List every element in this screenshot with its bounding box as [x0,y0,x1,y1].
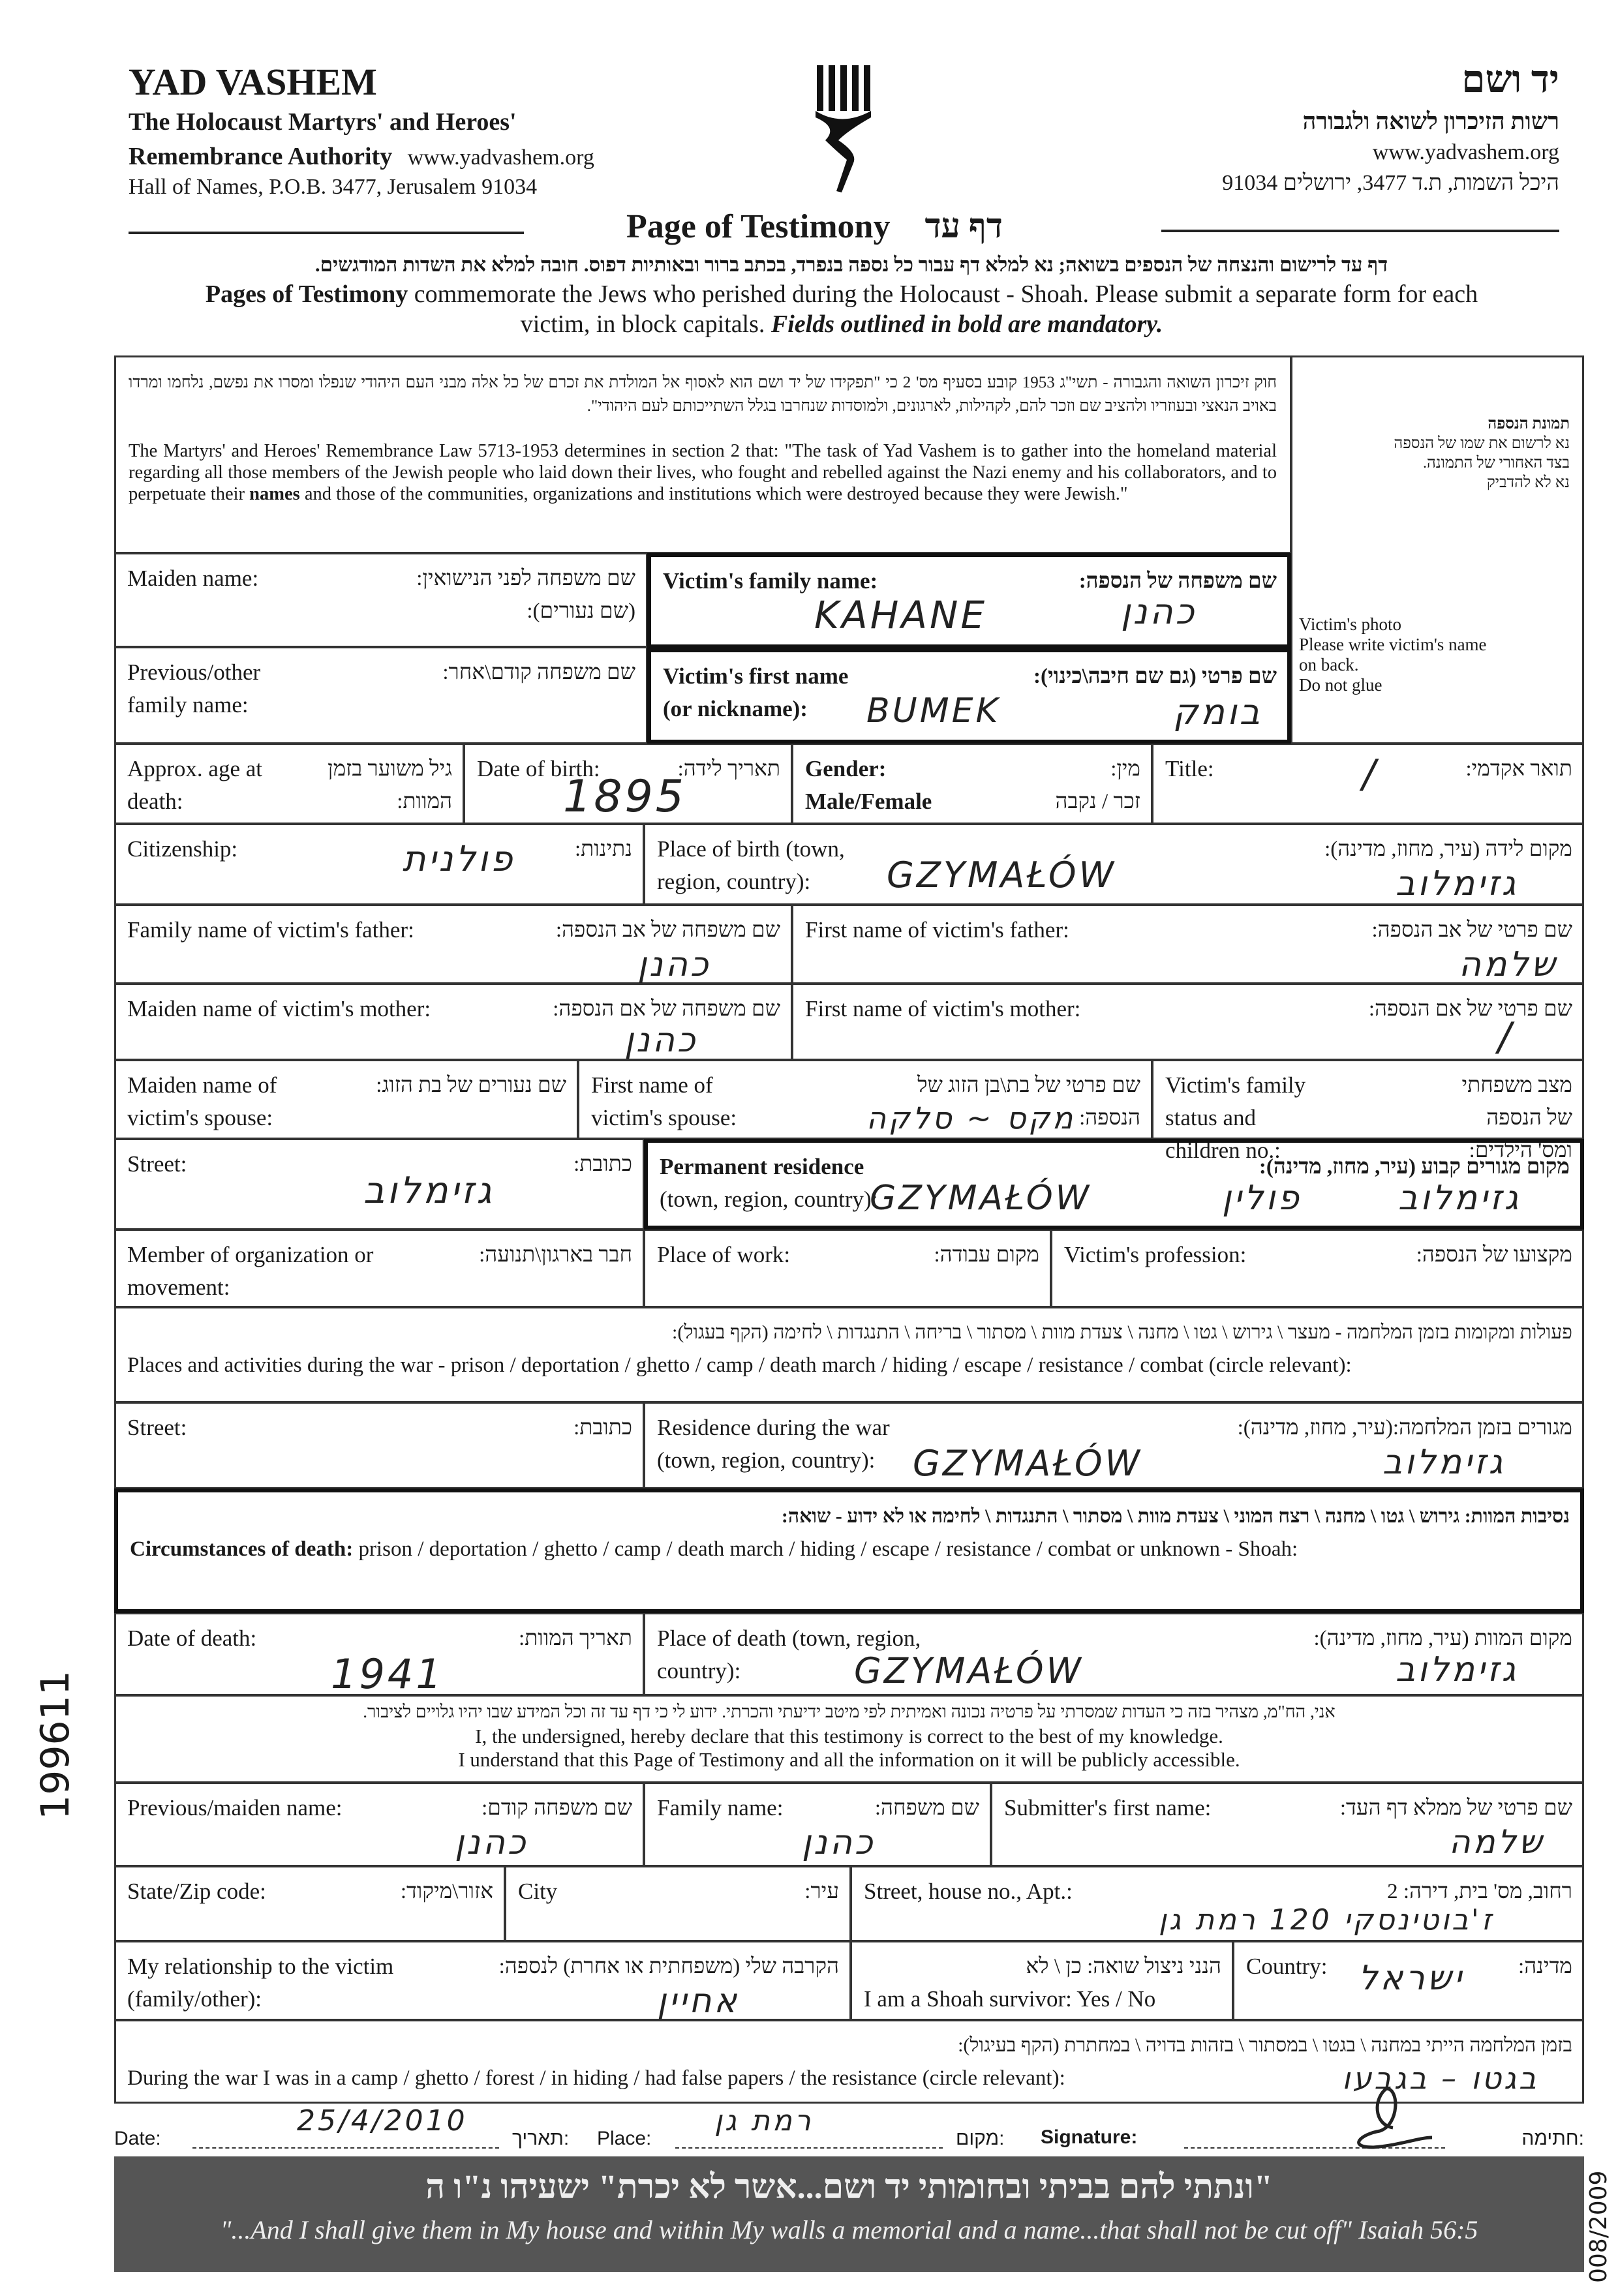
intro-he: דף עד לרישום והנצחה של הנספים בשואה; נא למלא דף עבור כל נספה בנפרד, בכתב ברור ובאותיות דפוס. חובה למלא את השדות המודגשים. [314,253,1388,276]
field-label-en [127,1148,187,1181]
photo-he-line: בצד האחורי של התמונה. [1423,455,1570,472]
field-label-he [401,1875,493,1908]
field-label-he [499,1950,839,1983]
yad-vashem-logo-icon [809,62,887,192]
field-label-en [127,656,260,721]
field-label-he [1340,1792,1572,1824]
label-en-line: Family name of victim's father: [127,917,414,943]
signature-label: Signature: [1041,2126,1138,2148]
declaration-en-2: I understand that this Page of Testimony and all the information on it will be publicly accessible. [458,1748,1240,1771]
label-he-line: מצב משפחתי [1461,1074,1572,1097]
label-he-line: נתינות: [575,838,632,861]
footer-signature-row [114,2104,1584,2154]
label-en-line: My relationship to the victim [127,1954,394,1979]
law-text-en [129,440,1277,505]
field-label-en [127,833,237,866]
label-en-line: status and [1165,1105,1257,1130]
photo-instructions-en [1299,614,1487,695]
field-label-en [805,753,932,818]
label-he-line: ומס' הילדים: [1469,1139,1572,1162]
right-margin-stamp: 008/2009 [1585,2170,1612,2283]
field-death-place[interactable] [644,1613,1584,1695]
field-city[interactable] [505,1866,851,1941]
label-he-line: נסיבות המוות: גירוש \ גטו \ מחנה \ רצח המוני \ צעדת מוות \ מסתור \ התנגדות \ לחימה או לא ידוע - שואה: [781,1505,1570,1527]
label-he-line: מגורים בזמן המלחמה:(עיר, מחוז, מדינה): [1237,1416,1572,1440]
label-he-line: (שם נעורים): [527,599,635,623]
date-label: Date: [114,2128,161,2149]
field-age[interactable] [114,744,464,824]
label-he-line: תאריך המוות: [519,1627,632,1650]
field-circumstances[interactable] [114,1488,1584,1613]
org-name-en: YAD VASHEM [129,61,377,103]
label-he-line: מקום לידה (עיר, מחוז, מדינה): [1324,838,1572,861]
label-he-line: מקצועו של הנספה: [1416,1243,1572,1267]
field-birthplace[interactable] [644,824,1584,905]
label-en-line: Street: [127,1415,187,1440]
label-en-line [127,2029,1065,2062]
label-en-line: Places and activities during the war - prison / deportation / ghetto / camp / death march / hiding / escape / resistance / combat (circle relevant): [127,1353,1352,1377]
label-en-line: Victim's family [1165,1072,1306,1098]
label-he-line: הנני ניצול שואה: כן \ לא [1026,1955,1221,1978]
field-label-en [127,1875,266,1908]
label-he-line: מקום מגורים קבוע (עיר, מחוז, מדינה): [1259,1155,1570,1179]
label-he-line: תאריך לידה: [677,757,780,781]
law-text-he: חוק זיכרון השואה והגבורה - תשי"ג 1953 קובע בסעיף מס' 2 כי "תפקידו של יד ושם הוא לאסוף אל המולדת את זכרם של כל אלה מבני העם היהודי שנפלו ומסרו את נפשם, נלחמו ומרדו באויב הנאצי ובעוזריו ולהציב שם וזכר להם, לקהילות, לארגונים, ולמוסדות שנחרבו בגלל השתייכותם לעם היהודי". [129,374,1277,415]
label-en-line: First name of victim's mother: [805,996,1081,1021]
label-en-line: Date of birth: [477,756,600,781]
field-label-he [678,753,780,785]
label-en-line: (town, region, country): [657,1447,876,1473]
page-title [626,207,1003,246]
handwritten-value: גזימלוב [1382,1443,1506,1482]
signature-label-he: חתימה: [1521,2128,1584,2149]
handwritten-value: גזימלוב [1396,1650,1519,1689]
field-father-family[interactable] [114,905,792,984]
signature-field[interactable] [1184,2108,1445,2149]
photo-en-line: Victim's photo [1299,614,1401,634]
place-label-he: מקום: [956,2128,1005,2149]
label-he-line: שם פרטי של בת\בן הזוג של [917,1074,1140,1097]
law-text-en-bold: names [249,484,300,504]
label-en-line: (town, region, country): [660,1186,878,1212]
handwritten-value: KAHANE [814,593,988,637]
label-en-line: victim's spouse: [591,1105,737,1130]
field-label-en [127,1622,256,1655]
banner-quote-en: "...And I shall give them in My house and within My walls a memorial and a name...that shall not be cut off" Isaiah 56:5 [220,2215,1478,2244]
field-label-he [1056,753,1141,818]
label-en-line: country): [657,1658,741,1684]
field-label-en [127,993,431,1025]
photo-he-line: נא לרשום את שמו של הנספה [1394,435,1570,452]
law-text-en-end: and those of the communities, organizations and institutions which were destroyed because they were Jewish." [304,484,1128,504]
label-he-line: שם משפחה לפני הנישואין: [416,567,635,590]
law-text-en-main: The Martyrs' and Heroes' Remembrance Law 5713-1953 determines in section 2 that: "The task of Yad Vashem is to gather into the homeland material regarding all those members of the Jewish people who laid down their lives, who fought and rebelled against the Nazi enemy and his collaborators, and to perpetuate their [129,441,1277,504]
victim-photo-area[interactable] [1291,355,1584,744]
place-label: Place: [597,2128,652,2149]
field-label-he [1369,993,1572,1025]
handwritten-value: גזימלוב [1398,1179,1521,1218]
label-he-line: מקום עבודה: [934,1243,1039,1267]
photo-en-line: Do not glue [1299,675,1382,695]
label-en-line: Approx. age at [127,756,263,781]
field-relationship[interactable] [114,1941,851,2020]
field-label-he [1033,660,1277,693]
field-sub-family[interactable] [644,1783,991,1866]
field-country[interactable] [1233,1941,1584,2020]
org-subtitle-en-2 [129,142,594,171]
label-en-line: Country: [1246,1954,1328,1979]
label-en-line: (or nickname): [663,696,808,721]
date-label-he: תאריך: [512,2128,570,2149]
label-en-line: Place of work: [657,1242,791,1267]
handwritten-value: כהנן [455,1823,528,1862]
field-label-en [1064,1239,1246,1271]
field-sub-prev[interactable] [114,1783,644,1866]
label-he-line: שם פרטי של ממלא דף העד: [1339,1796,1572,1820]
org-address-en: Hall of Names, P.O.B. 3477, Jerusalem 91034 [129,175,538,199]
photo-instructions-he [1394,414,1570,492]
handwritten-value: גזימלוב [363,1170,495,1212]
field-sub-street[interactable] [851,1866,1584,1941]
photo-en-line: Please write victim's name [1299,635,1487,654]
banner-quote-he: "ונתתי להם בביתי ובחומותי יד ושם...אשר לא יכרת" ישעיהו נ"ו ה [425,2169,1273,2206]
field-spouse-maiden[interactable] [114,1060,578,1139]
label-en-line: Permanent residence [660,1154,864,1179]
field-dob[interactable] [464,744,792,824]
intro-en-rest: commemorate the Jews who perished during the Holocaust - Shoah. Please submit a separate form for each [408,280,1478,308]
label-en-line: Victim's family name: [663,568,878,594]
field-label-he [804,1875,839,1908]
label-he-line: בזמן המלחמה הייתי במחנה \ בגטו \ במסתור \ בזהות בדויה \ במחתרת (הקף בעיגול): [958,2034,1572,2056]
label-he-line: שם פרטי של אם הנספה: [1368,997,1572,1021]
label-en-line: children no.: [1165,1138,1281,1163]
label-he-line: גיל משוער בזמן [328,757,452,781]
label-en-line: Street, house no., Apt.: [864,1879,1073,1904]
handwritten-value: שלמה [1449,1823,1545,1861]
field-label-en [518,1875,557,1908]
label-he-line: שם משפחה קודם\אחר: [442,661,635,684]
field-label-en [657,1412,890,1477]
label-en-line: Submitter's first name: [1004,1795,1212,1820]
field-spouse-first[interactable] [578,1060,1152,1139]
handwritten-value: ישראל [1358,1959,1465,1998]
field-label-he [556,914,780,946]
field-label-he [1372,914,1572,946]
field-label-en [127,1792,343,1824]
intro-en [130,279,1553,339]
field-sub-first[interactable] [991,1783,1584,1866]
label-en-line: Gender: [805,756,887,781]
declaration-he: אני, הח"מ, מצהיר בזה כי העדות שמסרתי על פרטיה נכונה ואמיתית לפי מיטב ידיעתי והכרתי. ידוע לי כי דף עד זה וכל המידע שבו יהיו גלויים לציבור. [363,1702,1336,1721]
field-zip[interactable] [114,1866,505,1941]
label-en-line: Male/Female [805,789,932,814]
place-field[interactable] [675,2104,943,2149]
page-title-en: Page of Testimony [626,208,891,245]
label-en-line: Circumstances of death: prison / deportation / ghetto / camp / death march / hiding / escape / resistance / combat or unknown - Shoah: [130,1537,1298,1561]
field-label-en [127,562,258,595]
label-he-line: שם משפחה קודם: [481,1796,632,1820]
label-en-line: victim's spouse: [127,1105,273,1130]
field-label-he [376,1069,566,1102]
field-label-en [805,993,1080,1025]
label-he-line: שם משפחה של הנספה: [1078,569,1277,593]
field-war-residence[interactable] [644,1402,1584,1488]
field-label-he [519,1622,632,1655]
field-profession[interactable] [1051,1230,1584,1307]
label-he-line: שם משפחה: [874,1796,979,1820]
org-address-he: היכל השמות, ת.ד 3477, ירושלים 91034 [1222,171,1559,195]
org-name-he: יד ושם [1461,58,1559,100]
field-label-he [934,1239,1039,1271]
label-en-line: Family name: [657,1795,784,1820]
label-en-line: (family/other): [127,1986,262,2012]
photo-he-line: תמונת הנספה [1488,415,1570,432]
handwritten-value: כהנן [1121,591,1197,632]
signature-scribble-icon [1334,2085,1439,2151]
field-label-en [805,914,1069,946]
field-label-he [573,1148,632,1181]
field-label-he [782,1500,1570,1533]
date-value: 25/4/2010 [297,2104,468,2137]
handwritten-value: כהנן [802,1823,876,1862]
org-subtitle-en-2-text: Remembrance Authority [129,143,393,170]
label-en-line: First name of victim's father: [805,917,1069,943]
label-en-line: region, country): [657,869,811,894]
intro-en-mandatory: Fields outlined in bold are mandatory. [771,310,1163,338]
label-he-line: אזור\מיקוד: [400,1880,493,1903]
label-en-line: State/Zip code: [127,1879,266,1904]
header-rule-right [1161,230,1559,232]
label-he-line: שם משפחה של אב הנספה: [555,918,780,942]
field-gender[interactable] [792,744,1152,824]
field-label-en [127,1950,393,2016]
isaiah-quote-banner [114,2156,1584,2272]
label-en-line: I am a Shoah survivor: Yes / No [864,1986,1156,2012]
field-label-en [591,1069,737,1134]
field-label-en [657,833,845,898]
field-mother-maiden[interactable] [114,984,792,1060]
field-label-en [1165,753,1214,785]
field-label-he [1416,1239,1572,1271]
handwritten-value: אחיין [657,1982,740,2021]
label-en-line: Place of death (town, region, [657,1625,921,1651]
label-he-line: רחוב, מס' בית, דירה: 2 [1387,1880,1572,1903]
field-label-en [1246,1950,1327,1983]
label-he-line: שם משפחה של אם הנספה: [553,997,780,1021]
field-label-he [481,1792,632,1824]
label-he-line: שם נעורים של בת הזוג: [376,1074,566,1097]
label-he-line: מקום המוות (עיר, מחוז, מדינה): [1313,1627,1572,1650]
field-survivor[interactable] [851,1941,1233,2020]
place-value: רמת גן [714,2104,814,2137]
field-label-en [660,1151,878,1216]
field-label-en [127,914,414,946]
field-death-date[interactable] [114,1613,644,1698]
field-label-he [875,1792,979,1824]
label-en-line: Citizenship: [127,836,238,862]
declaration-en-1: I, the undersigned, hereby declare that this testimony is correct to the best of my knowledge. [475,1725,1223,1747]
label-he-line: חבר בארגון\תנועה: [479,1243,632,1267]
label-en-line: Date of death: [127,1625,257,1651]
field-member[interactable] [114,1230,644,1307]
handwritten-value: פולין [1222,1179,1302,1218]
field-label-en [127,1069,277,1134]
handwritten-value: BUMEK [866,691,1001,731]
label-he-line: של הנספה [1486,1106,1572,1130]
field-places[interactable] [114,1307,1584,1402]
label-en-line: Maiden name of [127,1072,277,1098]
field-label-he [1465,753,1572,785]
org-subtitle-en-1: The Holocaust Martyrs' and Heroes' [129,108,517,136]
field-victim-first[interactable] [647,648,1291,744]
label-en-line: First name of [591,1072,713,1098]
handwritten-value: 1941 [331,1650,444,1698]
handwritten-value: / [1362,751,1379,797]
label-he-line: מדינה: [1518,1955,1572,1978]
label-he-line: הנספה: [1079,1106,1140,1130]
field-war-street[interactable] [114,1402,644,1488]
declaration-box [114,1695,1584,1783]
law-text-box [114,355,1291,553]
field-label-en [1004,1792,1211,1824]
label-he-line: זכר / נקבה [1055,790,1140,813]
label-en-line: Previous/other [127,659,261,685]
label-en-line: During the war I was in a camp / ghetto / forest / in hiding / had false papers / the resistance (circle relevant): [127,2066,1065,2090]
org-url-he-side: www.yadvashem.org [1372,140,1559,164]
field-maiden[interactable] [114,553,647,647]
label-en-line: Member of organization or [127,1242,374,1267]
header-rule-left [129,232,524,234]
handwritten-value: בגטו – בגבעו [1342,2061,1539,2096]
label-en-line: Title: [1165,756,1214,781]
circumstances-label-bold: Circumstances of death: [130,1537,354,1561]
field-family-status[interactable] [1152,1060,1584,1163]
field-label-he [1026,1950,1221,1983]
label-en-line: Residence during the war [657,1415,890,1440]
field-father-first[interactable] [792,905,1584,984]
field-previous[interactable] [114,647,647,744]
yad-vashem-logo [809,62,887,192]
label-en-line: Place of birth (town, [657,836,845,862]
handwritten-value: שלמה [1459,945,1558,984]
photo-he-line: נא לא להדביק [1486,474,1570,491]
intro-en-bold: Pages of Testimony [205,280,408,308]
field-label-he [575,833,632,866]
field-label-en [127,1239,373,1304]
label-he-line: כתובת: [573,1416,632,1440]
field-victim-family[interactable] [647,553,1291,648]
intro-en-line2: victim, in block capitals. [520,310,771,338]
label-he-line: המוות: [397,790,452,813]
field-label-en [127,2029,1065,2094]
field-mother-first[interactable] [792,984,1584,1060]
handwritten-value: גזימלוב [1396,864,1519,903]
label-he-line: הקרבה שלי (משפחתית או אחרת) לנספה: [498,1955,839,1978]
field-label-he [672,1316,1572,1349]
field-label-en [864,1875,1073,1908]
label-he-line: פעולות ומקומות בזמן המלחמה - מעצר \ גירוש \ גטו \ מחנה \ צעדת מוות \ מסתור \ בריחה \ התנגדות \ לחימה (הקף בעגול): [672,1322,1572,1343]
label-en-line: movement: [127,1275,230,1300]
page-title-he: דף עד [924,208,1003,245]
org-url-en: www.yadvashem.org [407,145,594,170]
label-en-line: Victim's profession: [1064,1242,1247,1267]
field-label-en [127,1412,187,1444]
label-en-line: City [518,1879,558,1904]
handwritten-value: GZYMAŁÓW [870,1179,1092,1218]
field-label-he [416,562,635,627]
field-label-he [328,753,452,818]
field-label-en [657,1239,790,1271]
field-label-he [1238,1412,1572,1444]
handwritten-value: ז'בוטינסקי 120 רמת גן [1159,1903,1495,1937]
label-he-line: תואר אקדמי: [1465,757,1572,781]
handwritten-value: GZYMAŁÓW [854,1650,1084,1691]
field-citizenship[interactable] [114,824,644,905]
handwritten-value: כהנן [624,1021,698,1060]
label-en-line: Victim's first name [663,663,849,689]
field-label-he [958,2029,1572,2062]
photo-en-line: on back. [1299,655,1359,674]
field-label-he [1518,1950,1572,1983]
field-label-he [479,1239,632,1271]
label-en-line: Street: [127,1151,187,1177]
label-he-line: כתובת: [573,1153,632,1176]
handwritten-value: פולנית [403,838,515,879]
date-field[interactable] [192,2104,499,2149]
field-label-he [573,1412,632,1444]
field-label-he [442,656,635,689]
left-margin-stamp: 199611 [33,1670,78,1820]
handwritten-value: כהנן [637,945,711,984]
label-en-line: Maiden name of victim's mother: [127,996,431,1021]
label-he-line: עיר: [804,1880,839,1903]
handwritten-value: GZYMAŁÓW [913,1443,1142,1484]
handwritten-value: 1895 [563,771,687,823]
label-en-line: death: [127,789,183,814]
field-permanent[interactable] [644,1139,1584,1230]
label-he-line: מין: [1110,757,1140,781]
handwritten-value: מקס ~ סלקה [866,1100,1076,1136]
label-en-line: Previous/maiden name: [127,1795,343,1820]
field-title[interactable] [1152,744,1584,824]
field-work[interactable] [644,1230,1051,1307]
handwritten-value: בומק [1173,691,1262,733]
field-label-en [663,660,848,725]
label-he-line: שם פרטי של אב הנספה: [1371,918,1572,942]
label-he-line: שם פרטי (גם שם חיבה\כינוי): [1033,665,1277,688]
handwritten-value: / [1498,1014,1514,1060]
field-label-en [127,753,262,818]
org-subtitle-he: רשות הזיכרון לשואה ולגבורה [1302,108,1559,134]
label-en-line: Maiden name: [127,566,259,591]
field-label-en [657,1792,783,1824]
label-en-line: family name: [127,692,249,718]
field-label-he [1324,833,1572,866]
field-street[interactable] [114,1139,644,1230]
handwritten-value: GZYMAŁÓW [887,854,1116,896]
